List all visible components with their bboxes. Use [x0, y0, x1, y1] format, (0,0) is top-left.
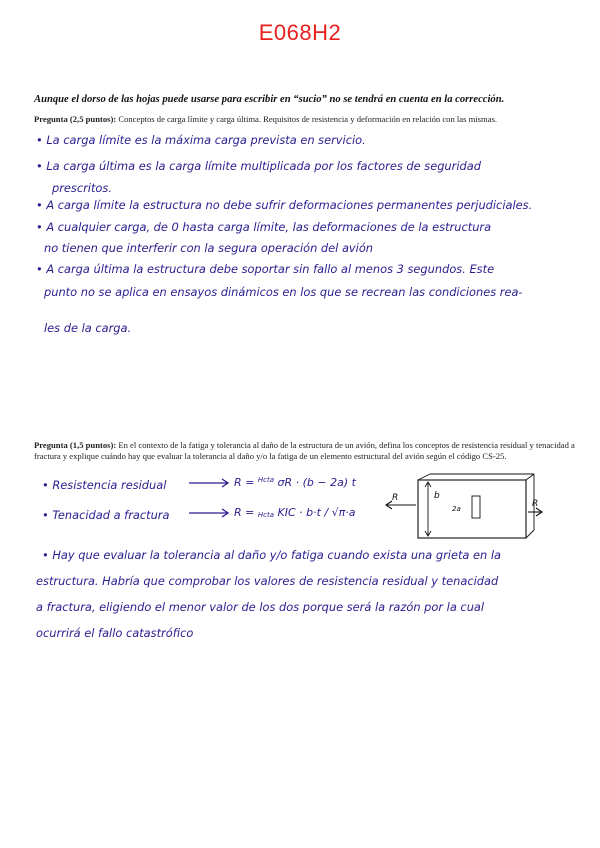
answer-1-line: • A cualquier carga, de 0 hasta carga límite, las deformaciones de la estructura [36, 220, 492, 234]
formula-rhs: KIC · b·t / √π·a [277, 506, 356, 519]
right-force-label: R [532, 499, 539, 509]
answer-1-line: no tienen que interferir con la segura operación del avión [44, 241, 374, 255]
question-1-label: Pregunta (2,5 puntos): [34, 114, 117, 124]
question-1-text: Conceptos de carga límite y carga última. Requisitos de resistencia y deformación en relación con las mismas. [118, 114, 498, 124]
answer-1-line: • La carga última es la carga límite multiplicada por los factores de seguridad [36, 159, 481, 173]
formula-lhs: R = [234, 506, 255, 519]
answer-1-line: prescritos. [52, 181, 112, 195]
fracture-toughness-formula [234, 506, 356, 519]
residual-strength-formula [234, 476, 356, 489]
exam-notice: Aunque el dorso de las hojas puede usarse para escribir en “sucio” no se tendrá en cuenta en la corrección. [34, 94, 505, 105]
answer-1-line: les de la carga. [44, 321, 132, 335]
crack-label: 2a [452, 505, 461, 513]
formula-lhs: R = [234, 476, 255, 489]
definition-term: • Resistencia residual [42, 478, 167, 492]
formula-annotation: Hcta [257, 476, 275, 484]
answer-2-line: a fractura, eligiendo el menor valor de los dos porque será la razón por la cual [36, 600, 485, 614]
left-force-label: R [392, 493, 399, 503]
cracked-plate-figure [384, 472, 544, 552]
exam-code: E068H2 [258, 20, 342, 45]
answer-2-line: estructura. Habría que comprobar los valores de resistencia residual y tenacidad [36, 574, 499, 588]
definition-term: • Tenacidad a fractura [42, 508, 170, 522]
answer-1-line: • A carga límite la estructura no debe sufrir deformaciones permanentes perjudiciales. [36, 198, 533, 212]
question-1-prompt [34, 114, 582, 125]
question-2-prompt [34, 440, 582, 462]
formula-annotation: Hcta [257, 511, 275, 519]
width-label: b [434, 491, 440, 501]
answer-1-line: • A carga última la estructura debe soportar sin fallo al menos 3 segundos. Este [36, 262, 495, 276]
question-2-label: Pregunta (1,5 puntos): [34, 440, 117, 450]
answer-2-line: • Hay que evaluar la tolerancia al daño y/o fatiga cuando exista una grieta en la [42, 548, 502, 562]
crack-rect [472, 496, 480, 518]
answer-1-line: • La carga límite es la máxima carga prevista en servicio. [36, 133, 366, 147]
answer-1-line: punto no se aplica en ensayos dinámicos en los que se recrean las condiciones rea- [44, 285, 523, 299]
answer-2-line: ocurrirá el fallo catastrófico [36, 626, 194, 640]
formula-rhs: σR · (b − 2a) t [277, 476, 356, 489]
question-2-text: En el contexto de la fatiga y tolerancia al daño de la estructura de un avión, defina los conceptos de resistencia residual y tenacidad a fractura y explique cuándo hay que evaluar la tolerancia al daño y/o la fatiga de un elemento estructural del avión según el código CS-25. [34, 440, 575, 461]
